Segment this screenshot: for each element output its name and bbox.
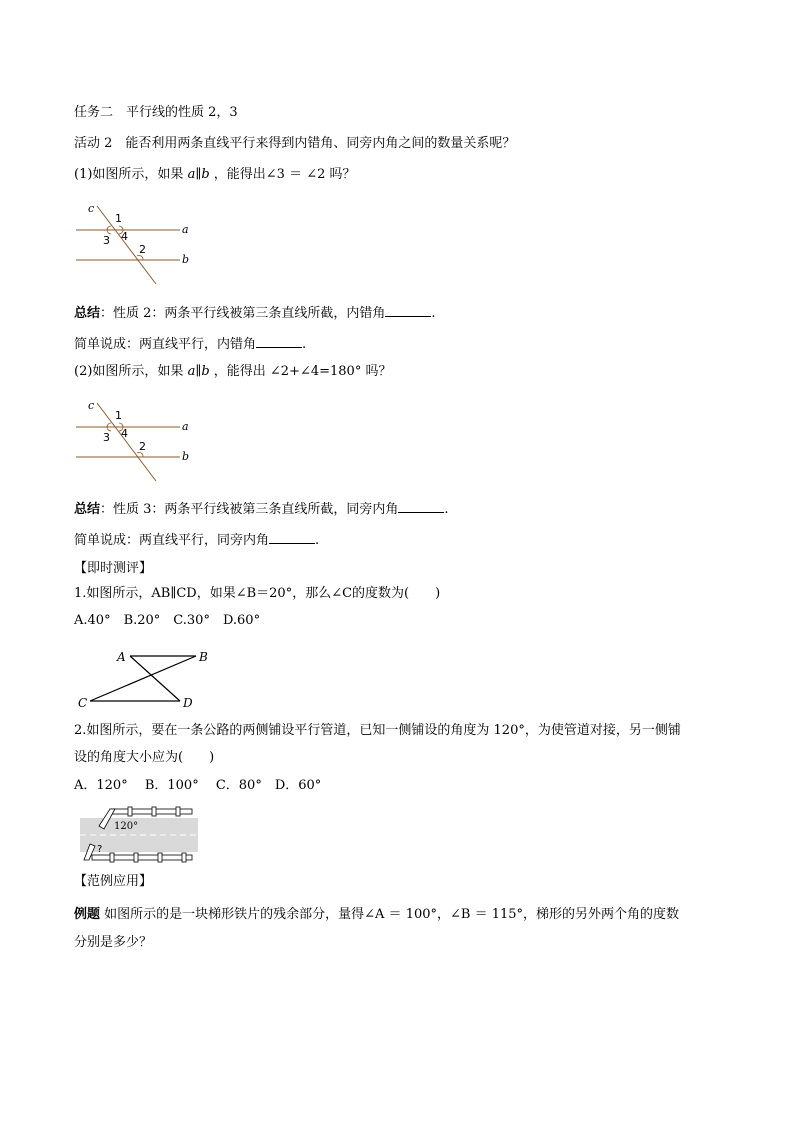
pipe-joint [128,807,132,816]
label-point-b: B [199,650,208,664]
figure-z-shape [74,646,214,710]
example-header: 【范例应用】 [74,874,153,889]
label-c: c [88,202,95,215]
pipe-joint [158,853,162,862]
pipe-joint [176,807,180,816]
q2-question [74,363,391,381]
label-c: c [88,399,95,412]
label-a: a [182,223,189,236]
q2-summary-blank[interactable] [398,498,444,513]
label-angle-4: 4 [121,230,128,243]
q1-simple-blank[interactable] [256,333,302,348]
segment-cb [90,656,196,701]
label-b: b [182,253,190,266]
q2-simple-end: . [315,533,320,548]
example-text-line2: 分别是多少？ [74,935,153,950]
label-angle-4: 4 [121,427,128,440]
pipe-angle-label: 120° [114,821,139,832]
pipe-joint [134,853,138,862]
q2-summary-text: ：性质 3：两条平行线被第三条直线所截，同旁内角 [100,502,399,517]
pipe-joint [182,853,186,862]
q1-question [74,166,356,184]
quiz-q2-options: A．120° B．100° C．80° D．60° [74,778,322,793]
pipe-unknown-label: ? [97,844,103,855]
label-a: a [182,420,189,433]
label-angle-3: 3 [103,431,110,444]
figure-pipes-road [80,804,200,866]
q2-simple-blank[interactable] [269,529,315,544]
figure-parallel-lines-2 [74,397,204,485]
q1-question-prefix: (1)如图所示，如果 [74,167,188,182]
q1-summary-label: 总结 [74,306,101,321]
q1-summary-end: . [431,306,436,321]
label-point-a: A [117,650,126,664]
q1-summary-text: ：性质 2：两条平行线被第三条直线所截，内错角 [100,306,386,321]
example-label: 例题 [74,907,101,922]
example-text-line1 [74,906,679,924]
q1-simple-end: . [302,337,307,352]
q2-simple [74,529,319,550]
q2-summary-label: 总结 [74,502,101,517]
quiz-q2-text-line1: 2.如图所示，要在一条公路的两侧铺设平行管道，已知一侧铺设的角度为 120°，为使管道对接，另一侧铺 [74,723,681,738]
label-angle-2: 2 [139,243,146,256]
q1-simple-text: 简单说成：两直线平行，内错角 [74,337,257,352]
q1-question-suffix: ，能得出∠3 ＝ ∠2 吗？ [209,167,356,182]
figure-parallel-lines-1 [74,200,204,288]
label-point-c: C [78,696,88,710]
segment-ad [130,656,180,701]
example-text: 如图所示的是一块梯形铁片的残余部分，量得∠A ＝ 100°，∠B ＝ 115°，梯形的另外两个角的度数 [100,907,680,922]
quiz-header: 【即时测评】 [74,561,153,576]
q1-summary [74,302,436,323]
pipe-joint [110,853,114,862]
pipe-joint [152,807,156,816]
activity-text: 活动 2 能否利用两条直线平行来得到内错角、同旁内角之间的数量关系呢？ [74,136,516,151]
label-angle-1: 1 [115,409,122,422]
label-angle-3: 3 [103,234,110,247]
label-angle-2: 2 [139,440,146,453]
label-angle-1: 1 [115,212,122,225]
quiz-q2-text-line2: 设的角度大小应为( ) [74,750,215,765]
q1-parallel-expr: a∥b [187,167,210,182]
bottom-pipe [92,855,192,860]
quiz-q1-options: A.40° B.20° C.30° D.60° [74,613,261,628]
q2-question-suffix: ，能得出 ∠2+∠4=180° 吗？ [209,364,392,379]
q2-question-prefix: (2)如图所示，如果 [74,364,188,379]
q2-summary [74,498,449,519]
task-title: 任务二 平行线的性质 2，3 [74,105,238,120]
q2-simple-text: 简单说成：两直线平行，同旁内角 [74,533,270,548]
label-b: b [182,450,190,463]
quiz-q1-text: 1.如图所示，AB∥CD，如果∠B＝20°，那么∠C的度数为( ) [74,586,441,601]
q1-summary-blank[interactable] [385,302,431,317]
q2-summary-end: . [444,502,449,517]
q2-parallel-expr: a∥b [187,364,210,379]
q1-simple [74,333,306,354]
label-point-d: D [183,696,193,710]
